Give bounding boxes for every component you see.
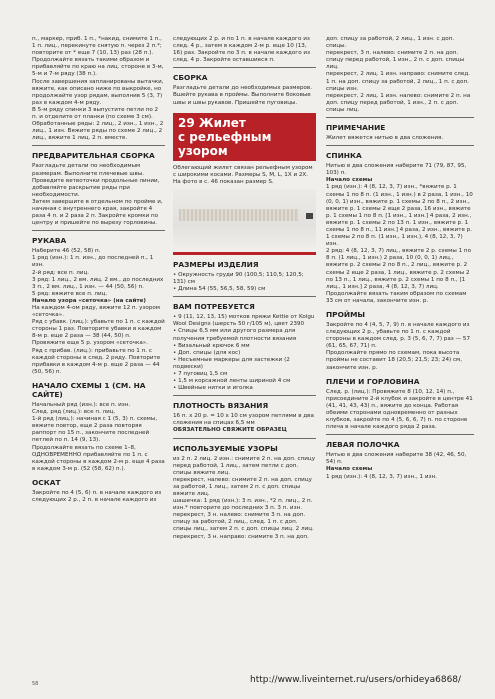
paragraph: 1 ряд (изн.): 4 (8, 12, 3, 7) изн., *вяжите р. 1 схемы 1 по 8 п. (1 изн., 1 изн.) в 2 раза, 1 изн., 10 (0, 0, 1) изн., вяжите р. 1 схемы 2 по 8 п., 2 изн., вяжите р. 1 схемы 2 еще 2 раза, 16 изн., вяжите р. 1 схемы 1 по 8 п. [1 изн., 1 изн.] 4 раза, 2 изн., вяжите р. 1 схемы 2 по 13 п. 1 изн., вяжите р. 1 схемы 1 по 8 п., 11 изн.] 4 раза, 2 изн., вяжите р. 1 схемы 2 по 8 п. (1 изн., 1 изн.), 4 (8, 12, 3, 7) изн. [326, 184, 473, 248]
source-url[interactable]: http://www.liveinternet.ru/users/orhideya6868/ [250, 675, 462, 685]
paragraph: Ряд с убавк. (лиц.): убавьте по 1 п. с каждой стороны 1 раз. Повторите убавки в каждом 8-м р. еще 2 раза — 38 (44, 50) п. [32, 319, 165, 340]
divider [326, 117, 474, 118]
section-title-chart-1: НАЧАЛО СХЕМЫ 1 (СМ. НА САЙТЕ) [32, 380, 146, 399]
column-3 [326, 36, 474, 481]
paragraph: перекрест, налево: снимите 2 п. на доп. спицу за работой, 1 лиц., затем 2 п. с доп. спицы вяжите лиц. [173, 476, 312, 497]
paragraph: Продолжайте вязать по схеме 1–8, ОДНОВРЕМЕННО прибавляйте по 1 п. с каждой стороны в каждом 2-м р. еще 4 раза в каждом 3-м р. (52 (58, 62) п.). [32, 444, 165, 472]
pattern-number: 29 [178, 115, 195, 130]
paragraph: Провяжите еще 5 р. узором «сеточка». [32, 340, 148, 347]
divider [173, 67, 316, 68]
paragraph: 16 п. х 20 р. = 10 х 10 см узором петлями в два сложения на спицах 6,5 мм [173, 413, 314, 427]
paragraph: Нитью в два сложения наберите 71 (79, 87, 95, 103) п. [326, 163, 467, 177]
section-title-stitches: ИСПОЛЬЗУЕМЫЕ УЗОРЫ [173, 443, 278, 453]
divider [326, 145, 474, 146]
paragraph: На каждом 4-ом ряду, вяжите 12 п. узором «сеточка». [32, 305, 161, 319]
paragraph: п., маркер, приб. 1 п., *накид, снимите 1 п., 1 п. лиц., перекинуте снятую п. через 2 п.*; повторите от * еще 7 (10, 13) раз (28 п.). [32, 36, 162, 57]
paragraph: перекрест, 3 н. налево: снимите 3 п. на доп. спицу за работой, 2 лиц., след. 1 п. с доп. спицы лиц., затем 2 п. с доп. спицы лиц. 2 лиц. [173, 512, 314, 533]
section-title-left-front: ЛЕВАЯ ПОЛОЧКА [326, 440, 400, 450]
list-item: • 7 пуговиц 1,5 см [173, 371, 316, 378]
cable-band-image [179, 209, 299, 221]
column-2 [173, 36, 316, 541]
paragraph: Затем завершите в отдельном по пройме и, начиная с внутреннего края, закройте 4 раза 4 п. и 2 раза 2 п. Закройте кромки по центру и пришейте по вырезу горловины. [32, 198, 163, 227]
paragraph: шашечка: 1 ряд (изн.): 3 п. изн., *2 п. лиц., 2 п. изн.* повторите до последних 3 п. 3 п. изн. [173, 498, 313, 512]
paragraph: Ряд с прибав. (лиц.): прибавьте по 1 п. с каждой стороны в след. 2 ряду. Повторите прибавки в каждом 4-м р. еще 2 раза — 44 (50, 56) п. [32, 347, 161, 375]
subheading: Начало схемы [326, 177, 373, 184]
list-item: • Длина 54 (55, 56,5, 58, 59) см [173, 286, 316, 293]
divider [173, 438, 316, 439]
section-title-gauge: ПЛОТНОСТЬ ВЯЗАНИЯ [173, 401, 269, 411]
list-item: • Спицы 6,5 мм или другого размера для получения требуемой плотности вязания [173, 328, 316, 342]
pattern-title-line-2: с рельефным узором [178, 129, 272, 158]
list-item: • Несъемные маркеры для застежки (2 подвески) [173, 357, 316, 371]
paragraph: 1-й ряд (лиц.): начиная с 1 (5, 3) п. схемы, вяжите повтор, еще 2 раза повторяя раппорт по 15 п., закончите последней петлей по п. 14 (9, 13). [32, 416, 158, 444]
paragraph: перекрест, 3 п. налево: снимите 2 п. на доп. спицу перед работой, 1 изн., 2 п. с доп. спицы лиц. [326, 50, 465, 71]
paragraph: перекрест, 2 лиц. 1 изн. налево: снимите 2 п. на доп. спицу перед работой, 1 изн., 2 п. с доп. спицы лиц. [326, 92, 471, 113]
paragraph: из 2 п. 2 лиц. 2 изн.: снимите 2 п. на доп. спицу перед работой, 1 лиц., затем петли с доп. спицы вяжите лиц. [173, 455, 315, 476]
subheading: Начало схемы [326, 466, 373, 473]
list-item: • Швейные нитки и иголка [173, 385, 316, 392]
paragraph: 5 ряд: вяжите все п. лиц. [32, 290, 108, 297]
paragraph: 2 ряд: 4 (8, 12, 3, 7) лиц., вяжите 2 р. схемы 1 по 8 п. (1 лиц., 1 изн.) 2 раза, 10 (0, 0, 1) лиц., вяжите р. 2 схемы 2 по 8 п., 2 лиц., вяжите р. 2 схемы 2 еще 2 раза, 1 лиц., вяжите р. 2 схемы 2 по 13 п., 1 лиц., вяжите р. 2 схемы 1 по 8 п., [1 лиц., 1 изн.] 2 раза, 4 (8, 12, 3, 7) лиц. Продолжайте вязать таким образом по схемам 33 см от начала, закончите изн. р. [326, 248, 471, 304]
column-1 [32, 36, 165, 504]
gauge-warning: ОБЯЗАТЕЛЬНО СВЯЖИТЕ ОБРАЗЕЦ [173, 427, 287, 434]
list-item: • Визальный крючок 6 мм [173, 343, 316, 350]
paragraph: Продолжайте вязать такими образом и прибавляйте по краю на лиц. стороне в 3-м, 5-м и 7-м ряду (38 п.). [32, 57, 164, 78]
section-title-shoulders: ПЛЕЧИ И ГОРЛОВИНА [326, 376, 420, 386]
photo-marker [306, 213, 313, 219]
section-title-note: ПРИМЕЧАНИЕ [326, 123, 386, 133]
divider [326, 434, 474, 435]
paragraph: След. р. (лиц.): Провяжите 8 (10, 12, 14) п., присоедините 2-й клубок и закройте в центре 41 (41, 41, 43, 43) п., вяжите до конца. Работая обеими сторонами одновременно от разных клубков, закройте по 4 (5, 6, 6, 7) п. по стороне плеча в начале каждого ряда 2 раза. [326, 388, 473, 431]
pattern-description: Облегающий жилет связан рельефным узором с широкими косами. Размеры S, M, L, 1X и 2X. На фото в с. 46 показан размер S. [173, 164, 313, 185]
section-title-sleeve-cap: ОСКАТ [32, 477, 61, 487]
pattern-title-box [173, 113, 316, 161]
paragraph: Продолжайте прямо по схемам, пока высота проймы не составит 18 (20,5; 21,5; 23; 24) см, закончите изн. р. [326, 350, 463, 371]
paragraph: Наберите 46 (52, 58) п. [32, 248, 101, 255]
red-divider [173, 252, 316, 255]
section-title-materials: ВАМ ПОТРЕБУЕТСЯ [173, 302, 255, 312]
paragraph: перекрест, 3 н. направо: снимите 3 п. на доп. [173, 533, 309, 540]
paragraph: Жилет вяжется нитью в два сложения. [326, 135, 444, 142]
section-title-assembly: СБОРКА [173, 73, 208, 83]
paragraph: 3 ряд: 1 лиц., 2 вм. лиц. 2 вм., до последних 3 п., 2 вм. лиц., 1 изн. — 44 (50, 56) п. [32, 276, 164, 290]
paragraph: перекрест, 2 лиц. 1 изн. направо: снимите след. 1 п. на доп. спицу за работой, 2 лиц., 1 п. с доп. спицы изн. [326, 71, 470, 92]
subheading: Начало узора «сеточка» (на сайте) [32, 297, 146, 304]
paragraph: Разгладьте детали до необходимых размеров. Вшейте рукава в проймы. Выполните боковые швы и швы рукавов. Пришейте пуговицы. [173, 85, 313, 106]
paragraph: Нитью в два сложения наберите 38 (42, 46, 50, 54) п. [326, 452, 467, 466]
paragraph: доп. спицу за работой, 2 лиц., 1 изн. с доп. спицы. [326, 36, 455, 50]
section-title-back: СПИНКА [326, 151, 362, 161]
divider [32, 230, 165, 231]
list-item: • 1,5 м корсажной ленты шириной 4 см [173, 378, 316, 385]
list-item: • Окружность груди 90 (100,5; 110,5; 120,5; 131) см [173, 272, 316, 286]
paragraph: 1 ряд (изн.): 1 п. изн., до последней п., 1 изн. [32, 255, 154, 269]
divider [173, 395, 316, 396]
paragraph: Закройте по 4 (5, 6) п. в начале каждого из следующих 2 р., 2 п. в начале каждого из [32, 489, 162, 503]
paragraph: Начальный ряд (изн.): все п. изн. [32, 401, 131, 408]
paragraph: Закройте по 4 (4, 5, 7, 9) п. в начале каждого из следующих 2 р., убавьте по 1 п. с каждой стороны в каждом след. р. 3 (5, 6, 7, 7) раз — 57 (61, 65, 67, 71) п. [326, 322, 471, 350]
paragraph: Обработанные ряды: 2 лиц., 2 изн., 1 изн., 2 лиц., 1 изн. Вяжите ряды по схеме 2 лиц., 2 лиц., вяжите 1 лиц. 2 п. вместе. [32, 121, 164, 142]
section-title-armholes: ПРОЙМЫ [326, 310, 366, 319]
paragraph: В 5-м ряду спинки 3 выпустите петли по 2 п. и отделите от планки (по схеме 3 см). [32, 106, 159, 121]
paragraph: следующих 2 р. и по 1 п. в начале каждого из след. 4 р., затем в каждом 2-м р. еще 10 (13, 16) раз. Закройте по 3 п. в начале каждого из след. 4 р. Закройте оставшиеся п. [173, 36, 311, 64]
paragraph: След. ряд (лиц.): все п. лиц. [32, 409, 116, 416]
pattern-title: Жилет [198, 115, 246, 130]
paragraph: 2-й ряд: все п. лиц. [32, 269, 90, 276]
section-title-sizes: РАЗМЕРЫ ИЗДЕЛИЯ [173, 259, 259, 269]
garment-photo [173, 189, 316, 249]
divider [173, 296, 316, 297]
section-title-sleeves: РУКАВА [32, 236, 67, 246]
paragraph: После завершения запланированы вытачки, вяжите, как описано ниже по выкройке, но продолжайте узор рядам, выполнив 5 (3, 7) раз в каждом 4-м ряду. [32, 78, 164, 106]
section-title-preliminary-assembly: ПРЕДВАРИТЕЛЬНАЯ СБОРКА [32, 151, 155, 161]
page-number: 58 [32, 681, 39, 687]
paragraph: Разгладьте детали по необходимым размерам. Выполните плечевые швы. Проведите ветвоточки продольные линии, добавляйте раскрытие ряды при необходимости. [32, 163, 160, 198]
list-item: • Доп. спицы (для кос) [173, 350, 316, 357]
list-item: • 9 (11, 12, 13, 15) мотков пряжи Kettie от Koigu Wool Designs (шерсть 50 г/105 м), цвет 2390 [173, 314, 316, 328]
paragraph: 1 ряд (изн.): 4 (8, 12, 3, 7) изн., 1 изн. [326, 473, 437, 480]
pattern-title-line-1 [178, 116, 311, 130]
divider [32, 145, 165, 146]
